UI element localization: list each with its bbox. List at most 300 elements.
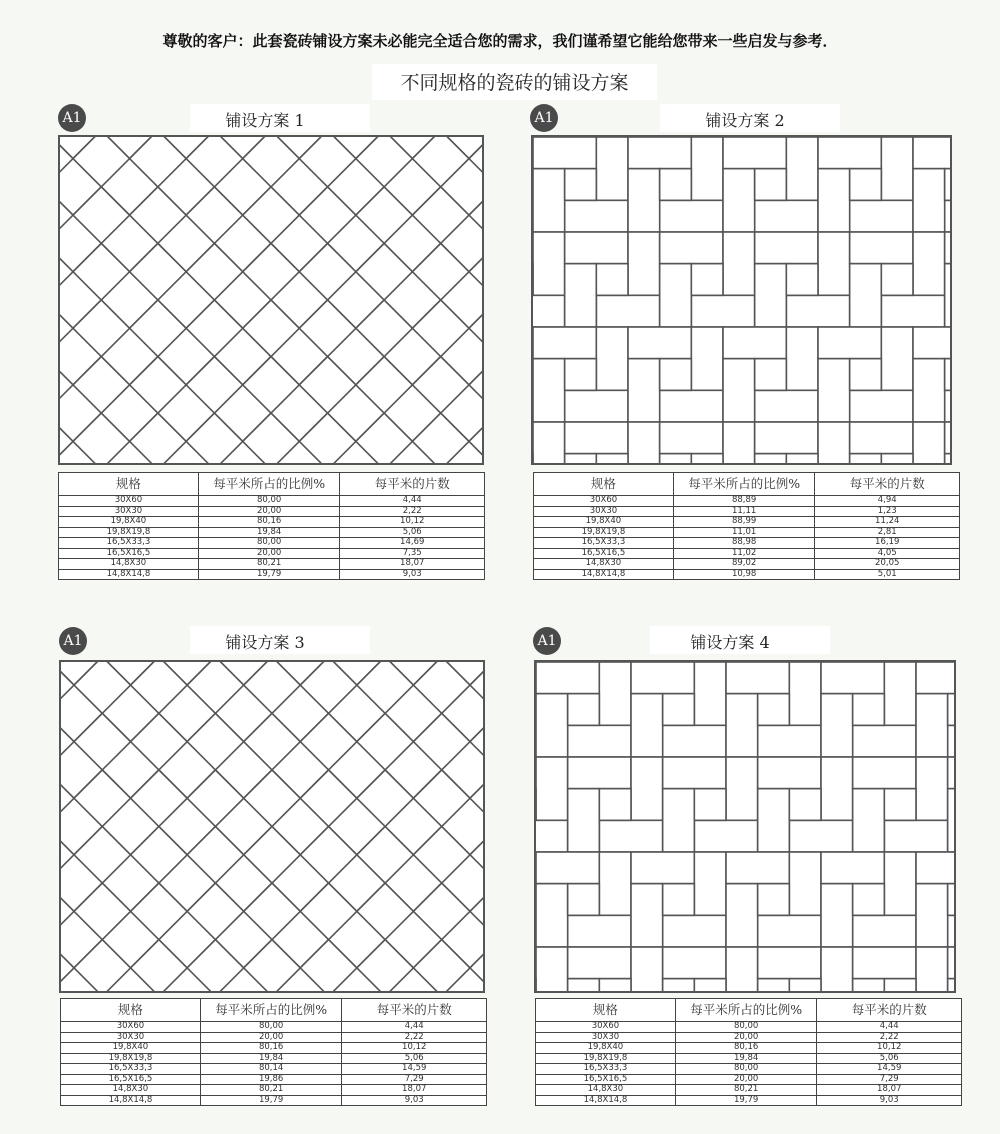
table-row [534,569,960,580]
plan-4-spec-table [535,998,962,1106]
tile [758,947,821,979]
tile [916,947,948,991]
table-row [536,1043,962,1054]
header-count: 每平米的片数 [342,999,487,1022]
tile [913,137,950,169]
cell-spec: 14,8X30 [59,559,199,570]
cell-count: 4,44 [340,496,485,507]
header-count: 每平米的片数 [815,473,960,496]
header-count: 每平米的片数 [340,473,485,496]
tile [945,454,950,463]
tile [568,915,631,947]
tile [536,662,599,694]
cell-ratio: 80,00 [675,1064,817,1075]
tile [786,295,849,327]
tile [631,947,663,991]
cell-spec: 19,8X19,8 [59,527,199,538]
table-header-row [59,473,485,496]
cell-spec: 16,5X16,5 [534,548,674,559]
tile [948,915,954,947]
tile [726,884,758,947]
tile [596,454,628,463]
tile [821,757,853,820]
plan-1-spec-table [58,472,485,580]
tile [948,757,954,789]
table-row [536,1032,962,1043]
cell-spec: 30X60 [534,496,674,507]
tile [758,915,821,947]
tile [945,264,950,327]
tile [818,327,881,359]
tile [913,359,945,422]
plan-3-badge: A1 [59,627,87,655]
tile [660,200,723,232]
cell-ratio: 19,79 [675,1095,817,1106]
tile [789,979,821,991]
tile [565,232,628,264]
tile [596,327,628,390]
table-row [534,517,960,528]
table-row [536,1095,962,1106]
header-spec: 规格 [61,999,201,1022]
tile [628,327,691,359]
tile [536,694,568,757]
tile [884,789,916,821]
page-title: 不同规格的瓷砖的铺设方案 [400,72,629,94]
tile [881,327,913,390]
tile [916,884,948,947]
tile [755,454,787,463]
tile [536,884,568,947]
tile [663,757,726,789]
tile [533,327,596,359]
customer-notice: 尊敬的客户：此套瓷砖铺设方案未必能完全适合您的需求，我们谨希望它能给您带来一些启发与参考． [162,32,838,50]
cell-count: 2,22 [342,1032,487,1043]
tile [691,264,723,296]
tile [694,662,726,725]
tile [821,884,853,947]
tile [913,327,950,359]
tile [726,694,758,757]
header-spec: 规格 [534,473,674,496]
tile [536,820,568,852]
tile [945,422,950,454]
tile [691,327,723,390]
tile [663,884,695,916]
tile [758,789,790,852]
cell-ratio: 80,21 [198,559,340,570]
tile [596,137,628,200]
tile [948,725,954,757]
tile [663,979,695,991]
tile [853,947,916,979]
tile [755,232,818,264]
cell-ratio: 19,86 [200,1074,342,1085]
cell-count: 14,69 [340,538,485,549]
tile [536,757,568,820]
cell-spec: 19,8X19,8 [536,1053,676,1064]
cell-count: 4,44 [342,1022,487,1033]
cell-count: 5,06 [340,527,485,538]
tile [884,852,916,915]
cell-spec: 30X30 [59,506,199,517]
tile [916,694,948,757]
header-ratio: 每平米所占的比例% [675,999,817,1022]
tile [755,264,787,327]
tile [850,454,882,463]
tile [853,789,885,852]
tile [913,169,945,232]
tile [850,232,913,264]
tile [723,137,786,169]
tile [948,694,954,726]
tile [726,757,758,820]
tile [758,757,821,789]
cell-ratio: 10,98 [673,569,815,580]
tile [660,232,723,264]
tile [599,789,631,821]
tile [755,422,818,454]
tile [726,852,789,884]
cell-spec: 19,8X40 [534,517,674,528]
tile [533,232,565,295]
plan-3-label: 铺设方案 3 [225,633,305,652]
tile [881,137,913,200]
tile [628,232,660,295]
tile [881,295,944,327]
cell-count: 2,22 [340,506,485,517]
plan-2-tile-svg [533,137,950,463]
tile [631,852,694,884]
tile [881,454,913,463]
cell-count: 9,03 [817,1095,962,1106]
tile [599,662,631,725]
tile [660,359,692,391]
tile [599,820,662,852]
cell-ratio: 80,00 [200,1022,342,1033]
cell-count: 1,23 [815,506,960,517]
tile [691,295,754,327]
tile [723,359,755,422]
table-row [61,1032,487,1043]
tile [723,232,755,295]
cell-ratio: 88,99 [673,517,815,528]
tile [568,725,631,757]
tile [789,789,821,821]
cell-spec: 19,8X40 [61,1043,201,1054]
plan-2-tile-pattern [531,135,952,465]
cell-count: 5,06 [817,1053,962,1064]
tile [948,789,954,852]
tile [821,694,853,757]
cell-count: 14,59 [342,1064,487,1075]
header-ratio: 每平米所占的比例% [673,473,815,496]
tile [596,264,628,296]
tile [786,264,818,296]
cell-spec: 19,8X19,8 [61,1053,201,1064]
cell-spec: 16,5X33,3 [59,538,199,549]
tile [694,979,726,991]
cell-ratio: 20,00 [198,548,340,559]
tile [660,169,692,201]
tile [945,232,950,264]
tile [884,979,916,991]
header-ratio: 每平米所占的比例% [200,999,342,1022]
cell-spec: 14,8X14,8 [61,1095,201,1106]
tile [758,694,790,726]
tile [533,137,596,169]
tile [818,137,881,169]
tile [853,884,885,916]
tile [789,852,821,915]
cell-spec: 14,8X30 [534,559,674,570]
cell-spec: 16,5X16,5 [536,1074,676,1085]
cell-ratio: 80,21 [200,1085,342,1096]
tile [916,662,954,694]
tile [786,327,818,390]
table-row [59,569,485,580]
table-row [534,559,960,570]
tile [663,694,695,726]
cell-ratio: 80,16 [198,517,340,528]
tile [628,359,660,422]
table-row [534,496,960,507]
cell-spec: 19,8X40 [59,517,199,528]
cell-ratio: 20,00 [675,1032,817,1043]
table-header-row [536,999,962,1022]
tile [660,390,723,422]
cell-count: 4,94 [815,496,960,507]
tile [660,422,723,454]
table-row [61,1043,487,1054]
table-row [59,527,485,538]
tile [596,295,659,327]
table-header-row [534,473,960,496]
cell-spec: 16,5X33,3 [536,1064,676,1075]
tile [850,422,913,454]
tile [853,694,885,726]
table-row [534,506,960,517]
table-row [59,506,485,517]
cell-ratio: 19,84 [200,1053,342,1064]
plan-2-spec-table [533,472,960,580]
tile [628,422,660,463]
tile [853,979,885,991]
header-ratio: 每平米所占的比例% [198,473,340,496]
table-row [59,517,485,528]
cell-count: 18,07 [342,1085,487,1096]
cell-count: 2,22 [817,1032,962,1043]
tile [568,789,600,852]
tile [913,232,945,295]
cell-ratio: 88,89 [673,496,815,507]
tile [786,137,818,200]
table-row [534,527,960,538]
cell-ratio: 80,00 [198,496,340,507]
table-row [61,1064,487,1075]
cell-count: 20,05 [815,559,960,570]
tile [565,200,628,232]
cell-spec: 14,8X14,8 [536,1095,676,1106]
tile [565,422,628,454]
tile [599,852,631,915]
table-row [61,1095,487,1106]
tile [660,454,692,463]
tile [758,725,821,757]
tile [881,264,913,296]
cell-count: 7,29 [817,1074,962,1085]
cell-count: 14,59 [817,1064,962,1075]
plan-4-tile-svg [536,662,954,991]
tile [948,979,954,991]
tile [850,169,882,201]
tile [821,662,884,694]
table-row [61,1022,487,1033]
tile [694,852,726,915]
tile [723,422,755,463]
tile [726,662,789,694]
tile [660,264,692,327]
plan-2-label: 铺设方案 2 [705,111,785,130]
tile [884,662,916,725]
tile [691,137,723,200]
cell-ratio: 80,14 [200,1064,342,1075]
tile [945,359,950,391]
tile [628,169,660,232]
tile [758,884,790,916]
cell-spec: 14,8X30 [61,1085,201,1096]
cell-ratio: 11,11 [673,506,815,517]
cell-count: 16,19 [815,538,960,549]
cell-spec: 30X60 [59,496,199,507]
cell-count: 9,03 [342,1095,487,1106]
tile [565,359,597,391]
tile [850,390,913,422]
header-spec: 规格 [536,999,676,1022]
tile [691,454,723,463]
tile [821,852,884,884]
cell-spec: 16,5X16,5 [59,548,199,559]
cell-spec: 16,5X33,3 [534,538,674,549]
tile [853,725,916,757]
cell-spec: 14,8X30 [536,1085,676,1096]
tile [533,295,565,327]
tile [565,169,597,201]
table-row [534,538,960,549]
tile [945,169,950,201]
plan-3-tile-svg [61,662,483,991]
cell-count: 7,29 [342,1074,487,1085]
tile [853,915,916,947]
tile [694,820,757,852]
tile [758,979,790,991]
table-row [59,548,485,559]
cell-spec: 19,8X40 [536,1043,676,1054]
tile [818,422,850,463]
cell-spec: 14,8X14,8 [59,569,199,580]
cell-count: 2,81 [815,527,960,538]
cell-ratio: 19,79 [200,1095,342,1106]
cell-spec: 14,8X14,8 [534,569,674,580]
tile [599,979,631,991]
tile [853,757,916,789]
tile [948,884,954,916]
plan-3-spec-table [60,998,487,1106]
tile [565,390,628,422]
tile [694,789,726,821]
plan-3-tile-pattern [59,660,485,993]
cell-ratio: 80,00 [198,538,340,549]
cell-count: 5,06 [342,1053,487,1064]
tile [568,884,600,916]
table-row [536,1064,962,1075]
cell-count: 5,01 [815,569,960,580]
plan-1-label: 铺设方案 1 [225,111,305,130]
cell-spec: 30X30 [61,1032,201,1043]
tile [663,725,726,757]
tile [913,422,945,463]
tile [755,390,818,422]
tile [631,757,663,820]
plan-4-label: 铺设方案 4 [690,633,770,652]
plan-1-badge: A1 [58,104,86,132]
cell-spec: 16,5X33,3 [61,1064,201,1075]
tile [821,947,853,991]
tile [755,359,787,391]
tile [755,200,818,232]
table-header-row [61,999,487,1022]
tile [786,454,818,463]
plan-2-badge: A1 [530,104,558,132]
cell-ratio: 11,02 [673,548,815,559]
cell-ratio: 19,84 [198,527,340,538]
tile [533,169,565,232]
cell-ratio: 20,00 [198,506,340,517]
tile [884,820,947,852]
cell-spec: 16,5X16,5 [61,1074,201,1085]
tile [818,232,850,295]
table-row [61,1074,487,1085]
cell-ratio: 20,00 [675,1074,817,1085]
cell-spec: 30X30 [534,506,674,517]
header-count: 每平米的片数 [817,999,962,1022]
cell-spec: 30X60 [61,1022,201,1033]
tile [568,694,600,726]
table-row [536,1085,962,1096]
cell-count: 18,07 [817,1085,962,1096]
tile [568,979,600,991]
cell-ratio: 89,02 [673,559,815,570]
tile [916,852,954,884]
tile [663,789,695,852]
cell-ratio: 80,16 [675,1043,817,1054]
table-row [59,559,485,570]
cell-spec: 30X60 [536,1022,676,1033]
plan-4-tile-pattern [534,660,956,993]
cell-ratio: 11,01 [673,527,815,538]
tile [663,947,726,979]
table-row [59,496,485,507]
tile [663,915,726,947]
cell-count: 7,35 [340,548,485,559]
tile [755,169,787,201]
cell-count: 10,12 [817,1043,962,1054]
cell-ratio: 19,84 [675,1053,817,1064]
cell-spec: 30X30 [536,1032,676,1043]
tile [818,359,850,422]
tile [628,137,691,169]
cell-count: 4,05 [815,548,960,559]
